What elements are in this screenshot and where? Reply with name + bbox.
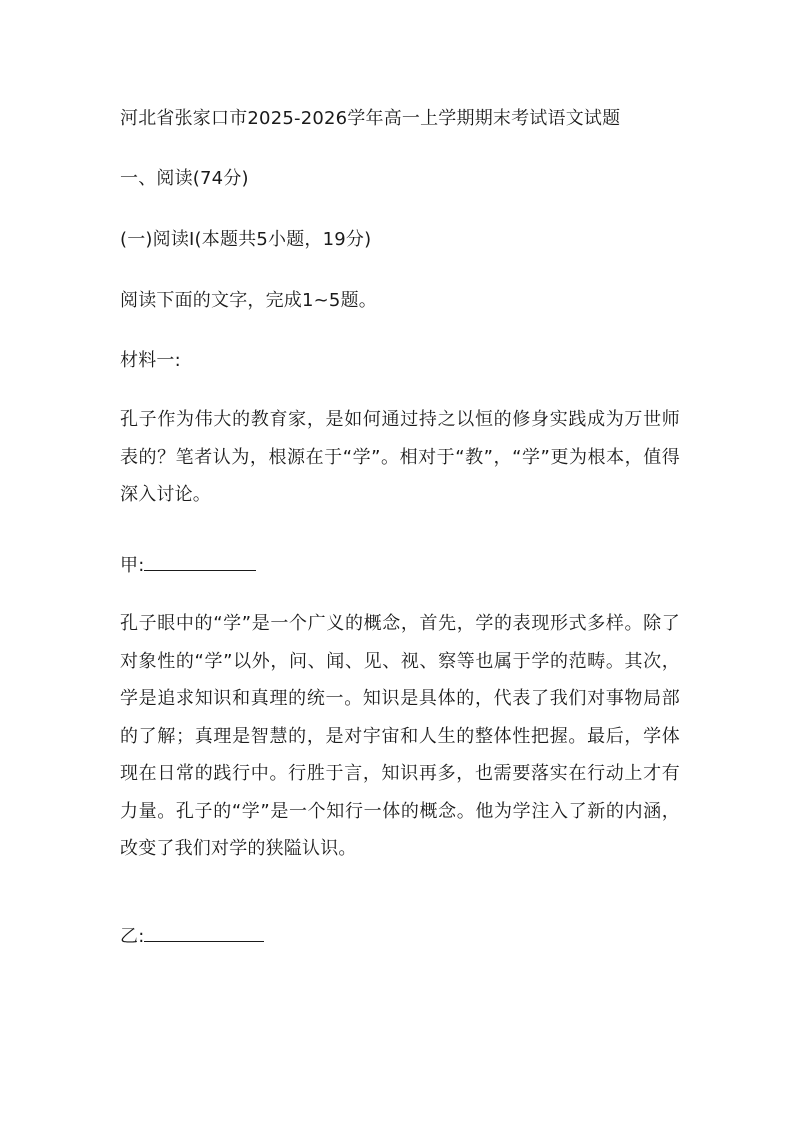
instruction-text: 阅读下面的文字，完成1~5题。 [120,290,377,311]
document-title: 河北省张家口市2025-2026学年高一上学期期末考试语文试题 [120,108,621,129]
blank-b-label: 乙: [120,926,145,947]
material-label: 材料一: [120,350,181,371]
subsection-heading: (一)阅读Ⅰ(本题共5小题，19分) [120,229,372,250]
paragraph-main: 孔子眼中的“学”是一个广义的概念，首先，学的表现形式多样。除了对象性的“学”以外，问、闻、见、视、察等也属于学的范畴。其次，学是追求知识和真理的统一。知识是具体的，代表了我们对事物局部的了解；真理是智慧的，是对宇宙和人生的整体性把握。最后，学体现在日常的践行中。行胜于言，知识再多，也需要落实在行动上才有力量。孔子的“学”是一个知行一体的概念。他为学注入了新的内涵，改变了我们对学的狭隘认识。 [120,613,680,859]
section-heading: 一、阅读(74分) [120,168,249,189]
blank-a-label: 甲: [120,555,145,576]
blank-a [120,552,256,579]
blank-b [120,923,264,950]
blank-a-underline [144,552,256,571]
blank-b-underline [144,923,264,942]
paragraph-intro: 孔子作为伟大的教育家，是如何通过持之以恒的修身实践成为万世师表的？笔者认为，根源在于“学”。相对于“教”，“学”更为根本，值得深入讨论。 [120,409,680,505]
